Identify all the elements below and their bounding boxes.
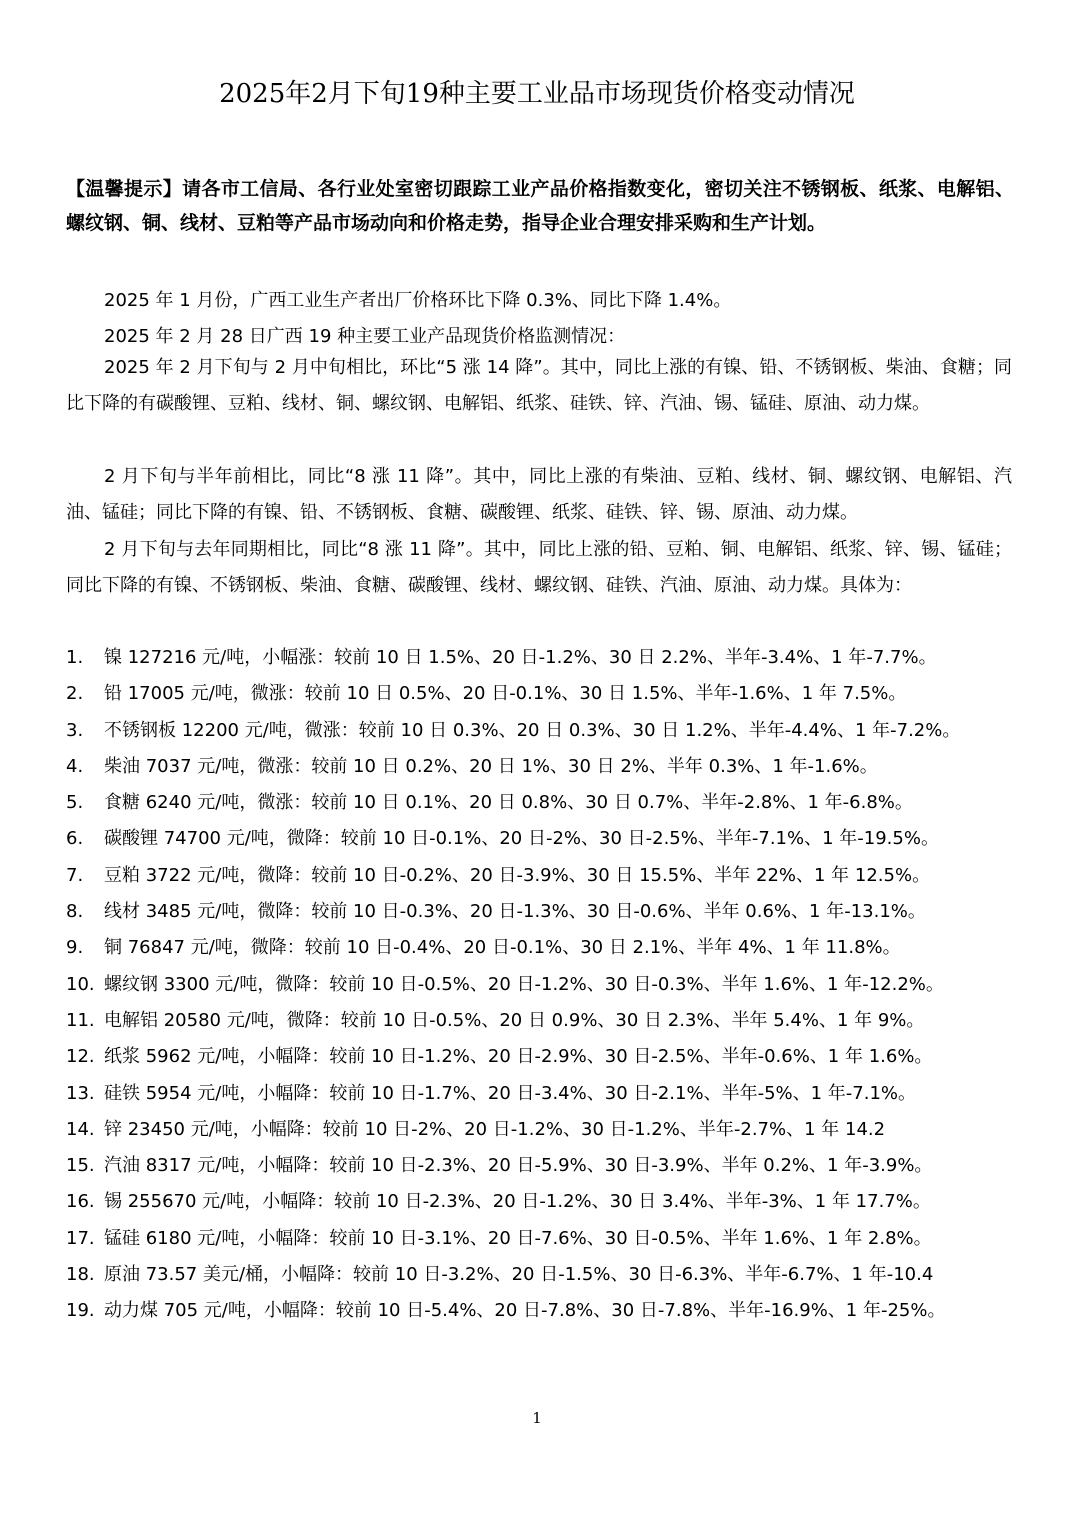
list-item-number: 4.: [66, 755, 84, 777]
list-item-number: 17.: [66, 1227, 95, 1249]
list-item: [66, 1293, 1026, 1329]
list-item-text: 锌 23450 元/吨，小幅降：较前 10 日-2%、20 日-1.2%、30 日-1.2%、半年-2.7%、1 年 14.2: [104, 1118, 886, 1140]
list-item-text: 碳酸锂 74700 元/吨，微降：较前 10 日-0.1%、20 日-2%、30 日-2.5%、半年-7.1%、1 年-19.5%。: [104, 828, 939, 850]
list-item-number: 18.: [66, 1264, 95, 1286]
list-item-number: 12.: [66, 1046, 95, 1068]
list-item-text: 不锈钢板 12200 元/吨，微涨：较前 10 日 0.3%、20 日 0.3%、30 日 1.2%、半年-4.4%、1 年-7.2%。: [104, 719, 961, 741]
list-item-number: 16.: [66, 1191, 95, 1213]
list-item: [66, 1184, 1026, 1220]
list-item-number: 2.: [66, 683, 84, 705]
list-item: [66, 894, 1026, 930]
list-item-number: 11.: [66, 1009, 95, 1031]
list-item-text: 纸浆 5962 元/吨，小幅降：较前 10 日-1.2%、20 日-2.9%、30 日-2.5%、半年-0.6%、1 年 1.6%。: [104, 1046, 933, 1068]
list-item-text: 铅 17005 元/吨，微涨：较前 10 日 0.5%、20 日-0.1%、30 日 1.5%、半年-1.6%、1 年 7.5%。: [104, 683, 907, 705]
list-item: [66, 785, 1026, 821]
list-item-text: 硅铁 5954 元/吨，小幅降：较前 10 日-1.7%、20 日-3.4%、30 日-2.1%、半年-5%、1 年-7.1%。: [104, 1082, 917, 1104]
list-item: [66, 930, 1026, 966]
list-item-number: 13.: [66, 1082, 95, 1104]
list-item-text: 豆粕 3722 元/吨，微降：较前 10 日-0.2%、20 日-3.9%、30 日 15.5%、半年 22%、1 年 12.5%。: [104, 864, 931, 886]
list-item: [66, 967, 1026, 1003]
paragraph-half-year: 2 月下旬与半年前相比，同比“8 涨 11 降”。其中，同比上涨的有柴油、豆粕、线材、铜、螺纹钢、电解铝、汽油、锰硅；同比下降的有镍、铅、不锈钢板、食糖、碳酸锂、纸浆、硅铁、锌、锡、原油、动力煤。: [66, 466, 1012, 523]
list-item-text: 柴油 7037 元/吨，微涨：较前 10 日 0.2%、20 日 1%、30 日 2%、半年 0.3%、1 年-1.6%。: [104, 755, 878, 777]
page-number: 1: [532, 1409, 542, 1427]
list-item: [66, 713, 1026, 749]
reminder-text: 请各市工信局、各行业处室密切跟踪工业产品价格指数变化，密切关注不锈钢板、纸浆、电解铝、螺纹钢、铜、线材、豆粕等产品市场动向和价格走势，指导企业合理安排采购和生产计划。: [66, 178, 1014, 234]
paragraph-ppi: 2025 年 1 月份，广西工业生产者出厂价格环比下降 0.3%、同比下降 1.4%。: [104, 290, 732, 311]
list-item: [66, 1003, 1026, 1039]
list-item-text: 锡 255670 元/吨，小幅降：较前 10 日-2.3%、20 日-1.2%、30 日 3.4%、半年-3%、1 年 17.7%。: [104, 1191, 931, 1213]
list-item: [66, 821, 1026, 857]
list-item: [66, 676, 1026, 712]
list-item: [66, 1148, 1026, 1184]
list-item-number: 14.: [66, 1118, 95, 1140]
list-item-number: 1.: [66, 647, 84, 668]
list-item: [66, 1112, 1026, 1148]
paragraph-month-on-month: 2025 年 2 月下旬与 2 月中旬相比，环比“5 涨 14 降”。其中，同比上涨的有镍、铅、不锈钢板、柴油、食糖；同比下降的有碳酸锂、豆粕、线材、铜、螺纹钢、电解铝、纸浆、硅铁、锌、汽油、锡、锰硅、原油、动力煤。: [66, 357, 1012, 414]
price-list: [66, 640, 1026, 1330]
list-item-number: 10.: [66, 973, 95, 995]
paragraph-year-on-year: 2 月下旬与去年同期相比，同比“8 涨 11 降”。其中，同比上涨的铅、豆粕、铜、电解铝、纸浆、锌、锡、锰硅；同比下降的有镍、不锈钢板、柴油、食糖、碳酸锂、线材、螺纹钢、硅铁、汽油、原油、动力煤。具体为：: [66, 539, 1012, 596]
list-item: [66, 640, 1026, 676]
list-item-text: 汽油 8317 元/吨，小幅降：较前 10 日-2.3%、20 日-5.9%、30 日-3.9%、半年 0.2%、1 年-3.9%。: [104, 1155, 933, 1177]
list-item-text: 线材 3485 元/吨，微降：较前 10 日-0.3%、20 日-1.3%、30 日-0.6%、半年 0.6%、1 年-13.1%。: [104, 901, 926, 923]
list-item: [66, 1039, 1026, 1075]
list-item-text: 镍 127216 元/吨，小幅涨：较前 10 日 1.5%、20 日-1.2%、30 日 2.2%、半年-3.4%、1 年-7.7%。: [104, 647, 937, 668]
reminder-notice: [66, 172, 1014, 240]
list-item-text: 食糖 6240 元/吨，微涨：较前 10 日 0.1%、20 日 0.8%、30 日 0.7%、半年-2.8%、1 年-6.8%。: [104, 792, 913, 814]
list-item-text: 螺纹钢 3300 元/吨，微降：较前 10 日-0.5%、20 日-1.2%、30 日-0.3%、半年 1.6%、1 年-12.2%。: [104, 973, 944, 995]
list-item-number: 9.: [66, 937, 84, 959]
list-item-text: 动力煤 705 元/吨，小幅降：较前 10 日-5.4%、20 日-7.8%、30 日-7.8%、半年-16.9%、1 年-25%。: [104, 1300, 946, 1322]
list-item-number: 15.: [66, 1155, 95, 1177]
list-item-number: 8.: [66, 901, 84, 923]
list-item-text: 锰硅 6180 元/吨，小幅降：较前 10 日-3.1%、20 日-7.6%、30 日-0.5%、半年 1.6%、1 年 2.8%。: [104, 1227, 932, 1249]
list-item: [66, 749, 1026, 785]
list-item: [66, 858, 1026, 894]
list-item-text: 铜 76847 元/吨，微降：较前 10 日-0.4%、20 日-0.1%、30 日 2.1%、半年 4%、1 年 11.8%。: [104, 937, 901, 959]
list-item: [66, 1221, 1026, 1257]
list-item: [66, 1076, 1026, 1112]
list-item-text: 电解铝 20580 元/吨，微降：较前 10 日-0.5%、20 日 0.9%、30 日 2.3%、半年 5.4%、1 年 9%。: [104, 1009, 925, 1031]
list-item-number: 19.: [66, 1300, 95, 1322]
list-item-number: 6.: [66, 828, 84, 850]
list-item-text: 原油 73.57 美元/桶，小幅降：较前 10 日-3.2%、20 日-1.5%、30 日-6.3%、半年-6.7%、1 年-10.4: [104, 1264, 934, 1286]
paragraph-monitoring-intro: 2025 年 2 月 28 日广西 19 种主要工业产品现货价格监测情况：: [104, 326, 626, 347]
document-title: 2025年2月下旬19种主要工业品市场现货价格变动情况: [219, 79, 855, 109]
list-item: [66, 1257, 1026, 1293]
reminder-label: 【温馨提示】: [66, 178, 183, 200]
list-item-number: 5.: [66, 792, 84, 814]
list-item-number: 7.: [66, 864, 84, 886]
list-item-number: 3.: [66, 719, 84, 741]
